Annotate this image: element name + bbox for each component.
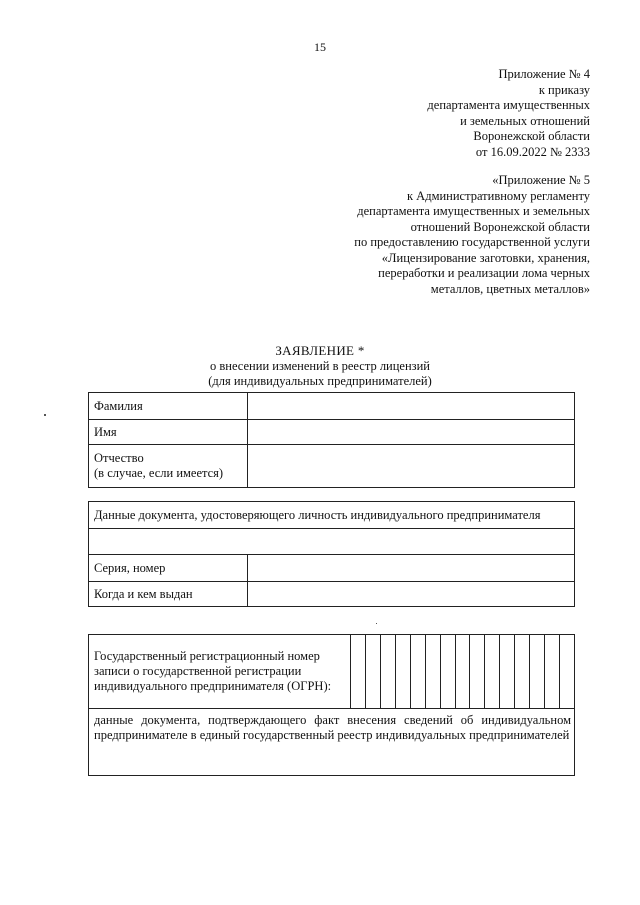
identity-document-header: Данные документа, удостоверяющего личность индивидуального предпринимателя (89, 502, 575, 529)
ogrn-digit-cell[interactable] (530, 635, 545, 709)
issued-by-label: Когда и кем выдан (89, 582, 248, 607)
ogrn-digit-cell[interactable] (380, 635, 395, 709)
annex-regulation-line: по предоставлению государственной услуги (354, 235, 590, 249)
scan-speck (376, 623, 377, 624)
ogrn-digit-cell[interactable] (440, 635, 455, 709)
identity-document-field[interactable] (89, 529, 575, 555)
ogrn-digit-cell[interactable] (515, 635, 530, 709)
patronymic-note: (в случае, если имеется) (94, 466, 224, 480)
annex-regulation-line: к Административному регламенту (406, 188, 590, 203)
table-row (89, 502, 575, 529)
annex-regulation-line: отношений Воронежской области (410, 219, 590, 234)
table-row (89, 635, 575, 709)
identity-document-table (88, 501, 575, 607)
ogrn-digit-cell[interactable] (425, 635, 440, 709)
document-subtitle-ip: (для индивидуальных предпринимателей) (208, 374, 432, 388)
table-row (89, 709, 575, 776)
title-block (0, 343, 640, 390)
table-row (89, 555, 575, 582)
annex-order-line: Приложение № 4 (498, 67, 590, 81)
ogrn-table (88, 634, 575, 776)
scan-speck (44, 414, 46, 416)
annex-order-line: к приказу (538, 82, 590, 97)
patronymic-label-line: Отчество (94, 451, 144, 465)
page-number: 15 (314, 40, 326, 54)
first-name-field[interactable] (248, 420, 575, 445)
ogrn-digit-cell[interactable] (559, 635, 574, 709)
document-title: ЗАЯВЛЕНИЕ * (275, 343, 365, 358)
annex-order-line: Воронежской области (473, 129, 590, 143)
patronymic-label (89, 445, 248, 488)
annex-regulation-line: «Приложение № 5 (492, 173, 590, 187)
ogrn-digit-cell[interactable] (366, 635, 381, 709)
egrip-record-document-field[interactable]: данные документа, подтверждающего факт внесения сведений об индивидуальном предпринимателе в единый государственный реестр индивидуальных предпринимателей (89, 709, 575, 776)
annex-regulation-line: переработки и реализации лома черных (378, 266, 590, 280)
annex-order-block (427, 67, 590, 160)
annex-regulation-line: металлов, цветных металлов» (430, 281, 590, 296)
table-row (89, 420, 575, 445)
applicant-name-table (88, 392, 575, 488)
ogrn-digit-cell[interactable] (485, 635, 500, 709)
table-row (89, 529, 575, 555)
table-row (89, 393, 575, 420)
table-row (89, 445, 575, 488)
annex-regulation-line: департамента имущественных и земельных (357, 204, 590, 218)
series-number-field[interactable] (248, 555, 575, 582)
series-number-label: Серия, номер (89, 555, 248, 582)
document-subtitle: о внесении изменений в реестр лицензий (209, 358, 430, 373)
annex-order-line: от 16.09.2022 № 2333 (475, 144, 590, 159)
ogrn-label: Государственный регистрационный номер записи о государственной регистрации индивидуального предпринимателя (ОГРН): (89, 635, 351, 709)
ogrn-digit-cell[interactable] (470, 635, 485, 709)
ogrn-digit-cell[interactable] (455, 635, 470, 709)
annex-regulation-line: «Лицензирование заготовки, хранения, (381, 250, 590, 265)
ogrn-digit-cell[interactable] (544, 635, 559, 709)
surname-label: Фамилия (89, 393, 248, 420)
ogrn-digit-cell[interactable] (351, 635, 366, 709)
first-name-label: Имя (89, 420, 248, 445)
ogrn-digit-cell[interactable] (395, 635, 410, 709)
issued-by-field[interactable] (248, 582, 575, 607)
annex-order-line: департамента имущественных (427, 98, 590, 112)
surname-field[interactable] (248, 393, 575, 420)
table-row (89, 582, 575, 607)
ogrn-digit-cell[interactable] (410, 635, 425, 709)
patronymic-field[interactable] (248, 445, 575, 488)
annex-regulation-block (354, 173, 590, 297)
annex-order-line: и земельных отношений (460, 113, 590, 128)
ogrn-digit-cell[interactable] (500, 635, 515, 709)
